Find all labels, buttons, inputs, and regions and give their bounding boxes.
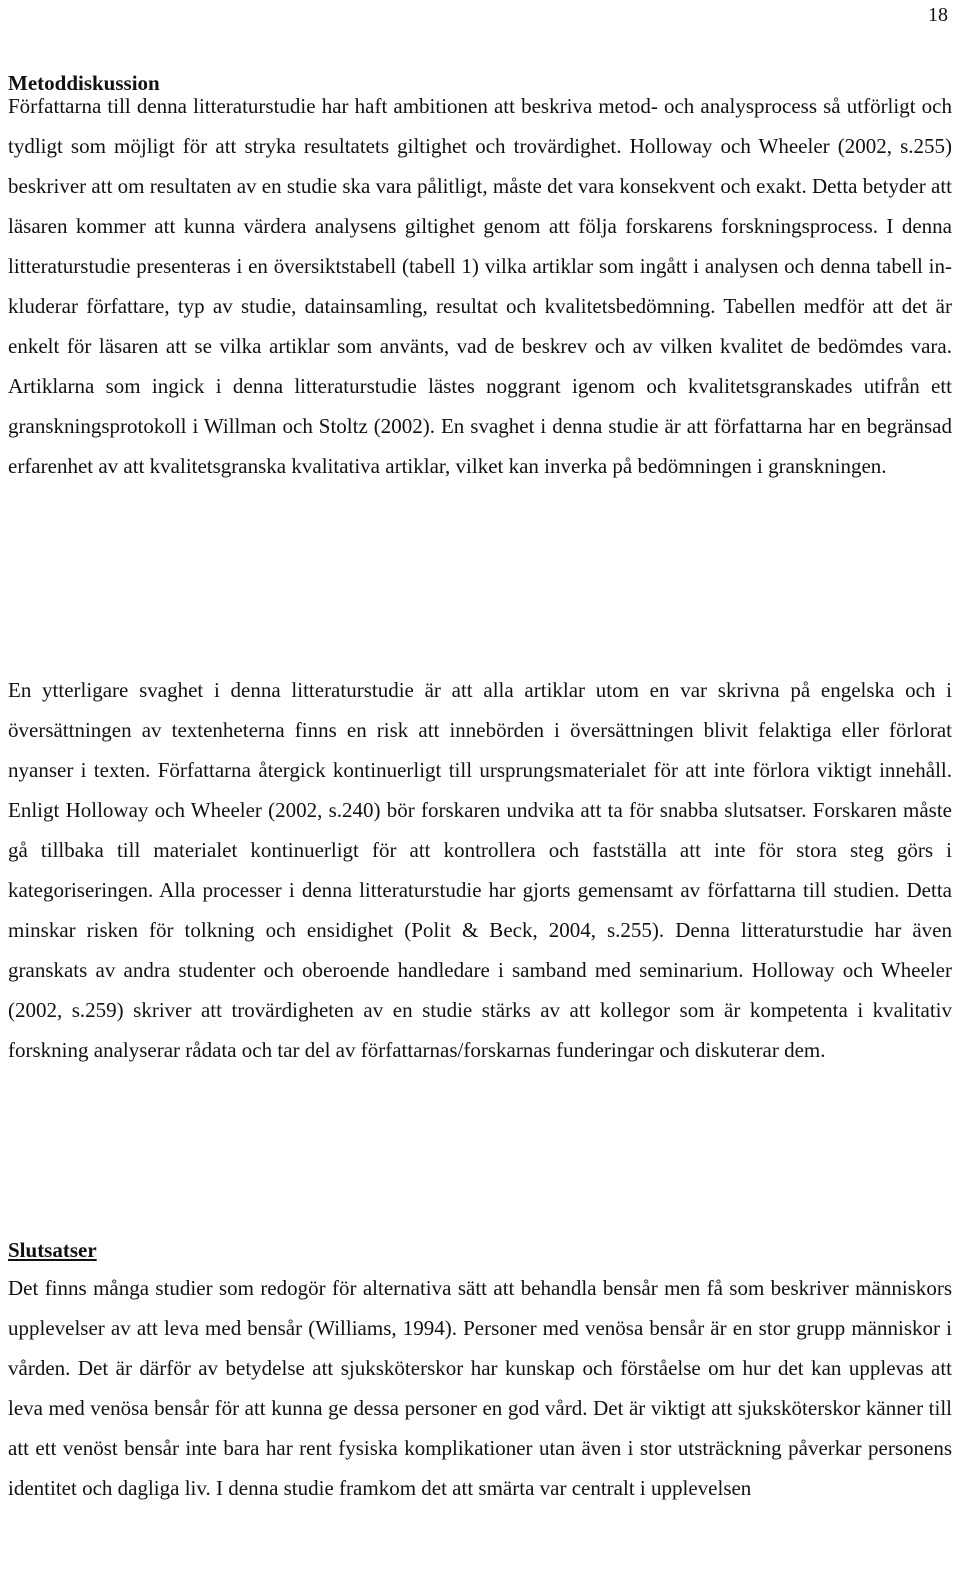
page-number: 18: [928, 4, 948, 26]
paragraph-metod-2: En ytterligare svaghet i denna litteraturstudie är att alla artiklar utom en var skrivna på engelska och i översättningen av textenheterna finns en risk att innebörden i översättningen blivit felaktiga eller förlorat nyanser i texten. Författarna återgick kontinuerligt till ursprungsmaterialet för att inte förlora viktigt innehåll. Enligt Holloway och Wheeler (2002, s.240) bör forskaren undvika att ta för snabba slutsatser. Forskaren måste gå tillbaka till materialet kontinuerligt för att kontrollera och fastställa att inte för stora steg görs i kategoriseringen. Alla processer i denna litteraturstudie har gjorts gemensamt av författarna till studien. Detta minskar risken för tolkning och ensidighet (Polit & Beck, 2004, s.255). Denna litteraturstudie har även granskats av andra studenter och oberoende handledare i samband med seminarium. Holloway och Wheeler (2002, s.259) skriver att trovärdigheten av en studie stärks av att kollegor som är kompetenta i kvalitativ forskning analyserar rådata och tar del av författarnas/forskarnas funderingar och diskuterar dem.: [8, 678, 952, 1062]
section-heading-slutsatser: Slutsatser: [8, 1238, 97, 1262]
section-heading-metoddiskussion: Metoddiskussion: [8, 71, 160, 95]
paragraph-metod-1: Författarna till denna litteraturstudie har haft ambitionen att beskriva metod- och analysprocess så utförligt och tydligt som möjligt för att stryka resultatets giltighet och trovärdighet. Holloway och Wheeler (2002, s.255) beskriver att om resultaten av en studie ska vara pålitligt, måste det vara konsekvent och exakt. Detta betyder att läsaren kommer att kunna värdera analysens giltighet genom att följa forskarens forskningsprocess. I denna litteraturstudie presenteras i en översiktstabell (tabell 1) vilka artiklar som ingått i analysen och denna tabell inkluderar författare, typ av studie, datainsamling, resultat och kvalitetsbedömning. Tabellen medför att det är enkelt för läsaren att se vilka artiklar som använts, vad de beskrev och av vilken kvalitet de bedömdes vara. Artiklarna som ingick i denna litteraturstudie lästes noggrant igenom och kvalitetsgranskades utifrån ett granskningsprotokoll i Willman och Stoltz (2002). En svaghet i denna studie är att författarna har en begränsad erfarenhet av att kvalitetsgranska kvalitativa artiklar, vilket kan inverka på bedömningen i granskningen.: [8, 94, 952, 478]
paragraph-slutsatser-1: Det finns många studier som redogör för alternativa sätt att behandla bensår men få som beskriver människors upplevelser av att leva med bensår (Williams, 1994). Personer med venösa bensår är en stor grupp människor i vården. Det är därför av betydelse att sjuksköterskor har kunskap och förståelse om hur det kan upplevas att leva med venösa bensår för att kunna ge dessa personer en god vård. Det är viktigt att sjuksköterskor känner till att ett venöst bensår inte bara har rent fysiska komplikationer utan även i stor utsträckning påverkar personens identitet och dagliga liv. I denna studie framkom det att smärta var centralt i upplevelsen: [8, 1276, 952, 1500]
